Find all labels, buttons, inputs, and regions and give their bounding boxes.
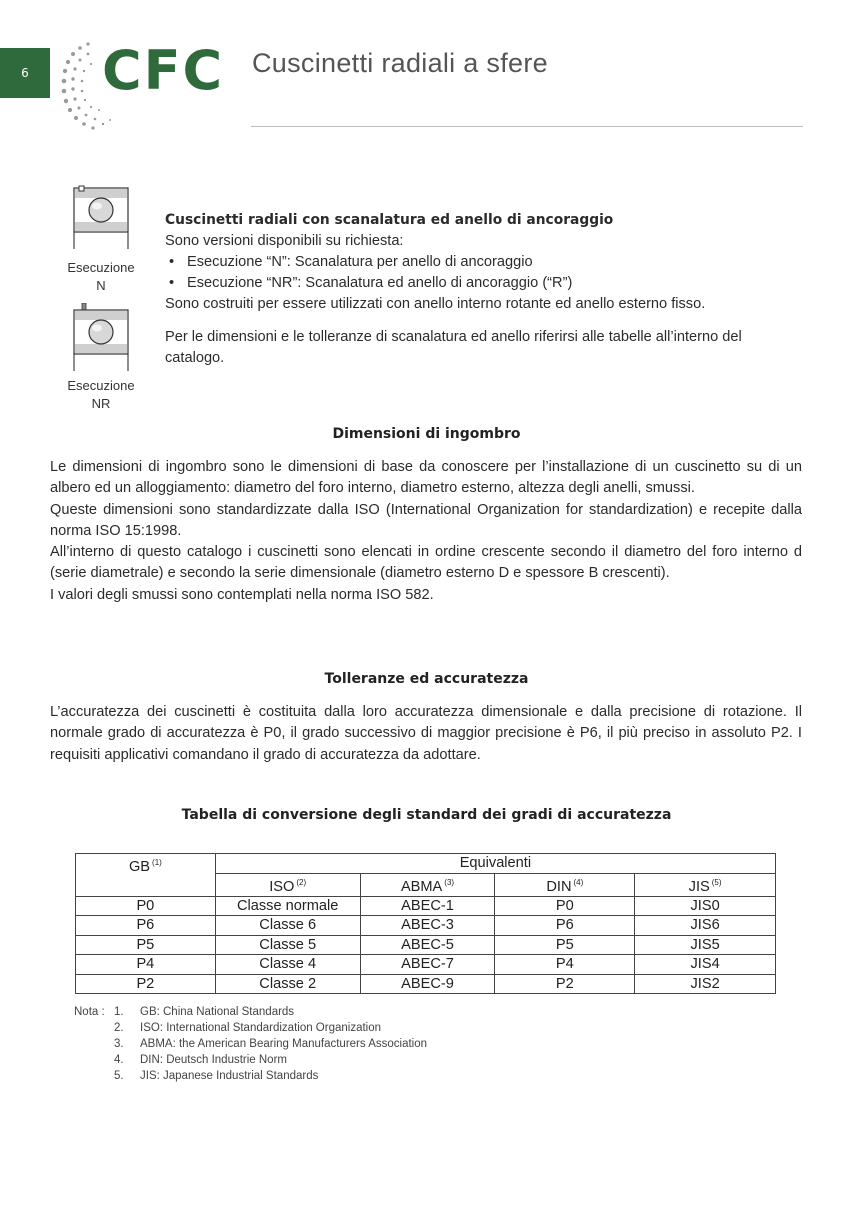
table-row (76, 896, 776, 916)
note-number: 2. (114, 1022, 124, 1034)
table-row (76, 955, 776, 975)
table-cell: P0 (76, 896, 216, 916)
page-number-tab (0, 48, 50, 98)
table-cell: ABEC-1 (360, 896, 495, 916)
header-abma (360, 873, 495, 896)
header-note: (4) (573, 877, 584, 887)
note-item (74, 1052, 427, 1068)
page-title: Cuscinetti radiali a sfere (252, 48, 548, 78)
note-text: ISO: International Standardization Organization (140, 1022, 382, 1034)
note-item (74, 1004, 427, 1020)
table-cell: P4 (76, 955, 216, 975)
note-number: 4. (114, 1054, 124, 1066)
note-number: 3. (114, 1038, 124, 1050)
bearing-n-caption (56, 259, 146, 295)
header-gb-label: GB (128, 859, 151, 875)
caption-line: N (96, 278, 106, 293)
table-cell: Classe 6 (215, 916, 360, 936)
cfc-logo (58, 36, 230, 136)
intro-bullet: • Esecuzione “NR”: Scanalatura ed anello di ancoraggio (“R”) (187, 273, 815, 294)
table-cell: P5 (495, 935, 635, 955)
logo-text: CFC (102, 39, 225, 102)
table-heading: Tabella di conversione degli standard dei gradi di accuratezza (181, 807, 672, 823)
header-jis (635, 873, 776, 896)
note-item (74, 1020, 427, 1036)
header-gb (76, 854, 216, 897)
bearing-figure-n (73, 185, 133, 249)
table-cell: Classe normale (215, 896, 360, 916)
table-cell: P4 (495, 955, 635, 975)
table-cell: P0 (495, 896, 635, 916)
table-cell: Classe 2 (215, 974, 360, 994)
table-header-row (76, 854, 776, 874)
intro-line: Sono costruiti per essere utilizzati con anello interno rotante ed anello esterno fisso. (165, 296, 706, 312)
dimensioni-paragraph: I valori degli smussi sono contemplati nella norma ISO 582. (50, 586, 434, 603)
intro-heading: Cuscinetti radiali con scanalatura ed anello di ancoraggio (165, 212, 614, 228)
header-label: JIS (688, 878, 710, 895)
table-cell: P5 (76, 935, 216, 955)
note-text: ABMA: the American Bearing Manufacturers Association (140, 1038, 428, 1050)
table-cell: ABEC-9 (360, 974, 495, 994)
table-cell: JIS6 (635, 916, 776, 936)
note-text: JIS: Japanese Industrial Standards (140, 1070, 319, 1082)
page-number: 6 (21, 66, 29, 80)
intro-bullet-list (165, 252, 815, 294)
header-note: (2) (296, 877, 307, 887)
table-row (76, 974, 776, 994)
bearing-n-icon (73, 185, 129, 249)
table-cell: ABEC-7 (360, 955, 495, 975)
header-label: DIN (546, 878, 572, 895)
dimensioni-body (50, 457, 802, 606)
caption-line: Esecuzione (67, 378, 135, 393)
note-number: 1. (114, 1006, 124, 1018)
table-cell: JIS0 (635, 896, 776, 916)
bearing-figure-nr (73, 303, 133, 371)
table-cell: P2 (495, 974, 635, 994)
header-gb-note: (1) (152, 858, 162, 867)
bearing-nr-icon (73, 303, 129, 371)
note-item (74, 1036, 427, 1052)
note-item (74, 1068, 427, 1084)
table-cell: P6 (495, 916, 635, 936)
intro-lead: Sono versioni disponibili su richiesta: (165, 233, 404, 249)
header-note: (3) (444, 877, 455, 887)
caption-line: Esecuzione (67, 260, 135, 275)
note-text: GB: China National Standards (140, 1006, 295, 1018)
intro-bullet: • Esecuzione “N”: Scanalatura per anello di ancoraggio (187, 252, 815, 273)
table-cell: JIS2 (635, 974, 776, 994)
tolleranze-heading: Tolleranze ed accuratezza (324, 671, 529, 687)
header-label: ABMA (400, 878, 443, 895)
bearing-nr-caption (56, 377, 146, 413)
dimensioni-heading: Dimensioni di ingombro (332, 426, 521, 442)
table-cell: JIS5 (635, 935, 776, 955)
header-note: (5) (711, 877, 722, 887)
header-equivalenti: Equivalenti (215, 854, 775, 874)
header-iso (215, 873, 360, 896)
dimensioni-paragraph: Le dimensioni di ingombro sono le dimensioni di base da conoscere per l’installazione di un cuscinetto su di un albero ed un alloggiamento: diametro del foro interno, diametro esterno, altezza degli anelli, smussi. (50, 459, 802, 497)
table-cell: Classe 4 (215, 955, 360, 975)
table-cell: P6 (76, 916, 216, 936)
dimensioni-paragraph: Queste dimensioni sono standardizzate dalla ISO (International Organization for standardization) e recepite dalla norma ISO 15:1998. (50, 501, 802, 539)
table-cell: JIS4 (635, 955, 776, 975)
header-label: ISO (269, 878, 295, 895)
table-cell: Classe 5 (215, 935, 360, 955)
table-cell: ABEC-5 (360, 935, 495, 955)
intro-line: Per le dimensioni e le tolleranze di scanalatura ed anello riferirsi alle tabelle all’interno del catalogo. (165, 329, 742, 366)
table-row (76, 916, 776, 936)
note-number: 5. (114, 1070, 124, 1082)
table-notes (74, 1004, 427, 1084)
dimensioni-paragraph: All’interno di questo catalogo i cuscinetti sono elencati in ordine crescente secondo il diametro del foro interno d (serie diametrale) e secondo la serie dimensionale (diametro esterno D e spessore B crescenti). (50, 544, 802, 582)
intro-section (165, 210, 815, 369)
caption-line: NR (91, 396, 111, 411)
conversion-table (75, 853, 776, 994)
table-cell: P2 (76, 974, 216, 994)
tolleranze-body (50, 702, 802, 766)
notes-label: Nota : (74, 1006, 105, 1018)
table-row (76, 935, 776, 955)
header-din (495, 873, 635, 896)
header-divider (251, 126, 803, 127)
tolleranze-paragraph: L’accuratezza dei cuscinetti è costituita dalla loro accuratezza dimensionale e dalla precisione di rotazione. Il normale grado di accuratezza è P0, il grado successivo di maggior precisione è P6, il più preciso in assoluto P2. I requisiti applicativi comandano il grado di accuratezza da adottare. (50, 704, 802, 763)
table-cell: ABEC-3 (360, 916, 495, 936)
note-text: DIN: Deutsch Industrie Norm (140, 1054, 287, 1066)
